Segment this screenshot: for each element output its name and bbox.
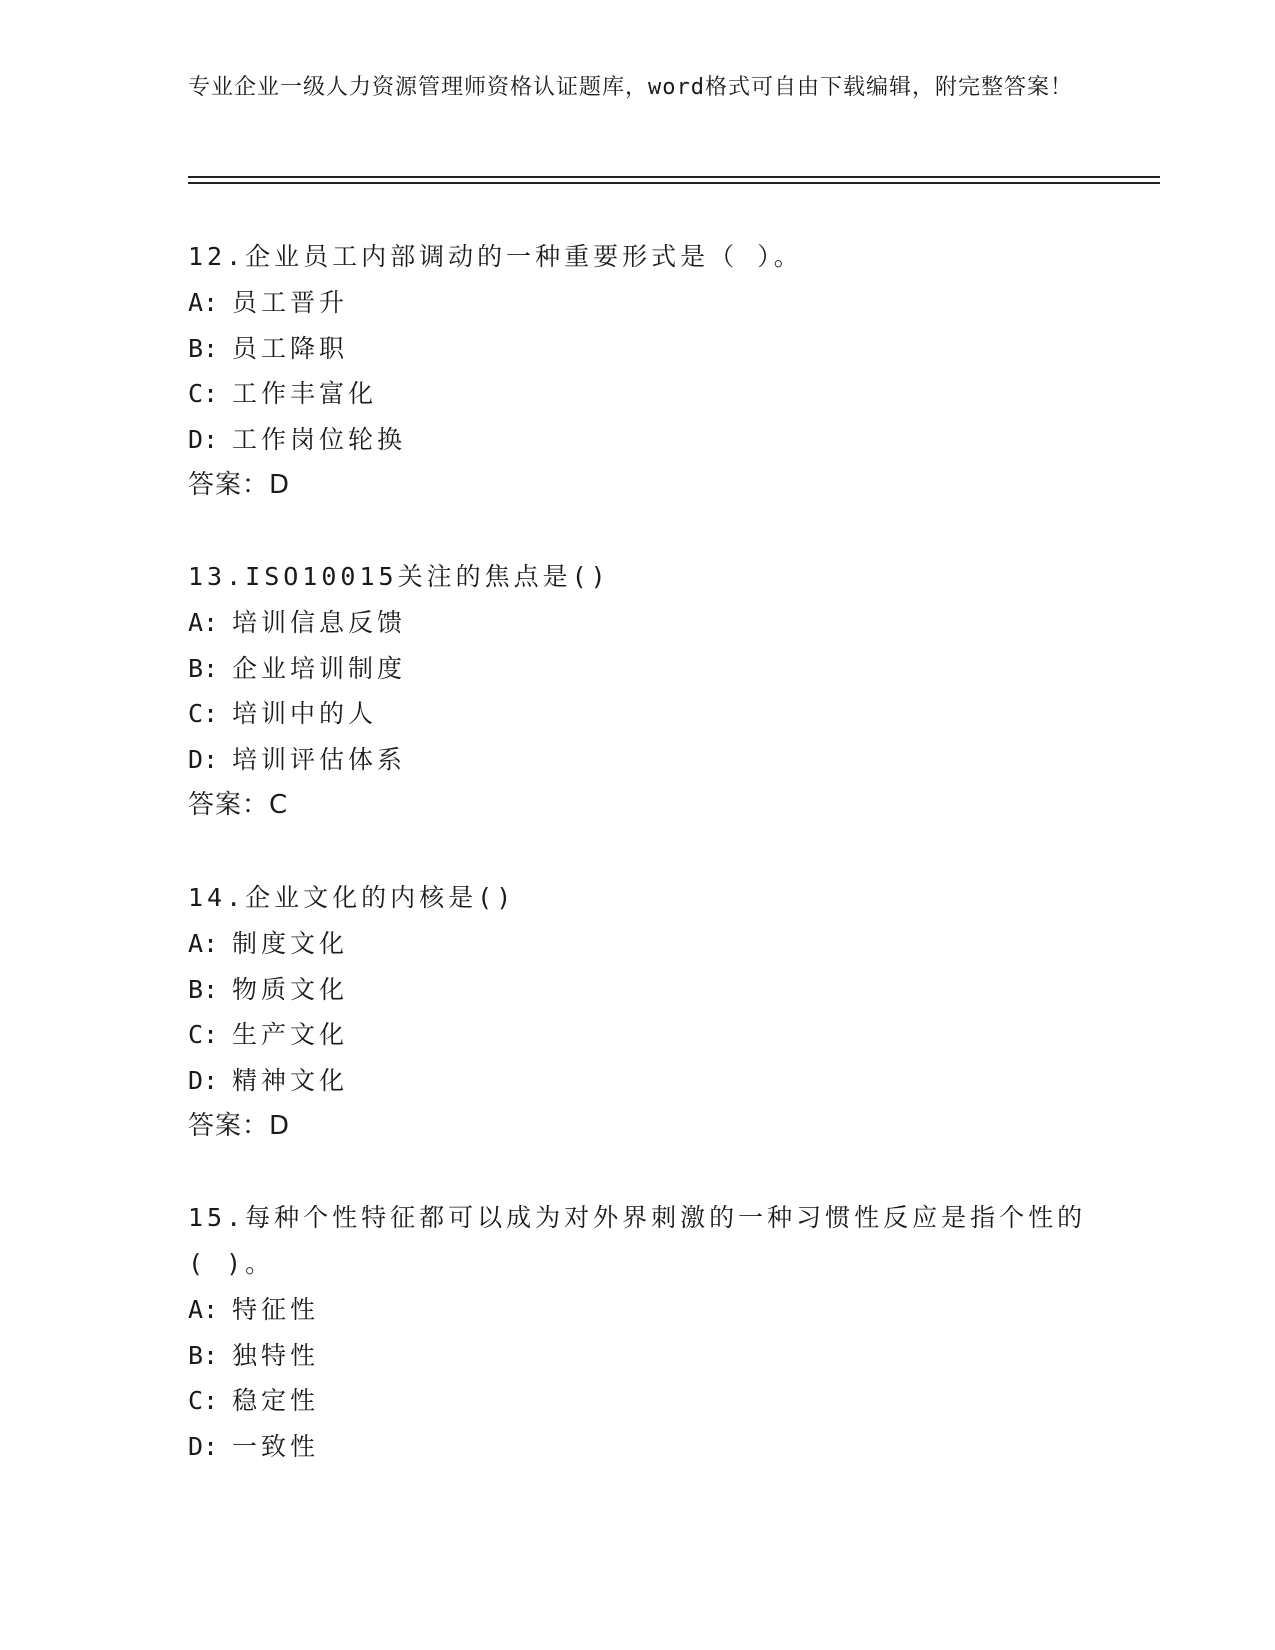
- option-b: [188, 1333, 1088, 1379]
- option-text: 工作丰富化: [232, 379, 378, 408]
- option-text: 独特性: [232, 1340, 320, 1370]
- question-12: [188, 234, 1088, 508]
- option-text: 精神文化: [232, 1065, 349, 1095]
- option-text: 工作岗位轮换: [232, 424, 407, 454]
- option-a: [188, 280, 1088, 326]
- question-15: [188, 1195, 1088, 1469]
- option-letter: D:: [188, 744, 219, 774]
- option-b: [188, 967, 1088, 1013]
- option-b: [188, 326, 1088, 372]
- option-d: [188, 1424, 1088, 1470]
- answer-label: 答案：D: [188, 470, 291, 500]
- option-text: 培训评估体系: [232, 744, 407, 774]
- option-letter: B:: [188, 974, 219, 1004]
- option-c: [188, 1012, 1088, 1058]
- option-b: [188, 646, 1088, 692]
- option-letter: A:: [188, 288, 219, 317]
- option-text: 员工晋升: [232, 288, 349, 317]
- answer-label: 答案：C: [188, 790, 289, 820]
- option-text: 培训中的人: [232, 699, 378, 728]
- option-text: 生产文化: [232, 1020, 349, 1049]
- option-c: [188, 691, 1088, 737]
- option-text: 制度文化: [232, 929, 349, 958]
- question-stem: 12.企业员工内部调动的一种重要形式是（ ）。: [188, 242, 803, 271]
- option-letter: D:: [188, 1065, 219, 1095]
- header-divider-bottom: [188, 182, 1160, 184]
- option-d: [188, 417, 1088, 463]
- option-text: 员工降职: [232, 333, 349, 363]
- option-text: 物质文化: [232, 974, 349, 1004]
- option-a: [188, 600, 1088, 646]
- option-letter: C:: [188, 1020, 219, 1049]
- option-c: [188, 371, 1088, 417]
- document-header: 专业企业一级人力资源管理师资格认证题库，word格式可自由下载编辑，附完整答案！: [188, 75, 1073, 100]
- question-13: [188, 554, 1088, 828]
- option-text: 培训信息反馈: [232, 608, 407, 637]
- option-text: 一致性: [232, 1431, 320, 1461]
- header-divider-top: [188, 176, 1160, 178]
- question-14: [188, 875, 1088, 1149]
- option-letter: A:: [188, 1295, 219, 1324]
- question-stem: 15.每种个性特征都可以成为对外界刺激的一种习惯性反应是指个性的( )。: [188, 1203, 1087, 1278]
- option-letter: A:: [188, 608, 219, 637]
- option-letter: D:: [188, 1431, 219, 1461]
- option-text: 稳定性: [232, 1386, 320, 1415]
- option-letter: B:: [188, 1340, 219, 1370]
- option-letter: C:: [188, 699, 219, 728]
- question-stem: 14.企业文化的内核是(): [188, 883, 516, 912]
- option-text: 特征性: [232, 1295, 320, 1324]
- option-letter: C:: [188, 1386, 219, 1415]
- option-letter: D:: [188, 424, 219, 454]
- answer-label: 答案：D: [188, 1111, 291, 1141]
- option-a: [188, 1287, 1088, 1333]
- option-letter: B:: [188, 653, 219, 683]
- option-letter: B:: [188, 333, 219, 363]
- option-letter: A:: [188, 929, 219, 958]
- option-d: [188, 1058, 1088, 1104]
- option-text: 企业培训制度: [232, 653, 407, 683]
- option-letter: C:: [188, 379, 219, 408]
- question-stem: 13.ISO10015关注的焦点是(): [188, 562, 610, 591]
- option-a: [188, 921, 1088, 967]
- option-d: [188, 737, 1088, 783]
- option-c: [188, 1378, 1088, 1424]
